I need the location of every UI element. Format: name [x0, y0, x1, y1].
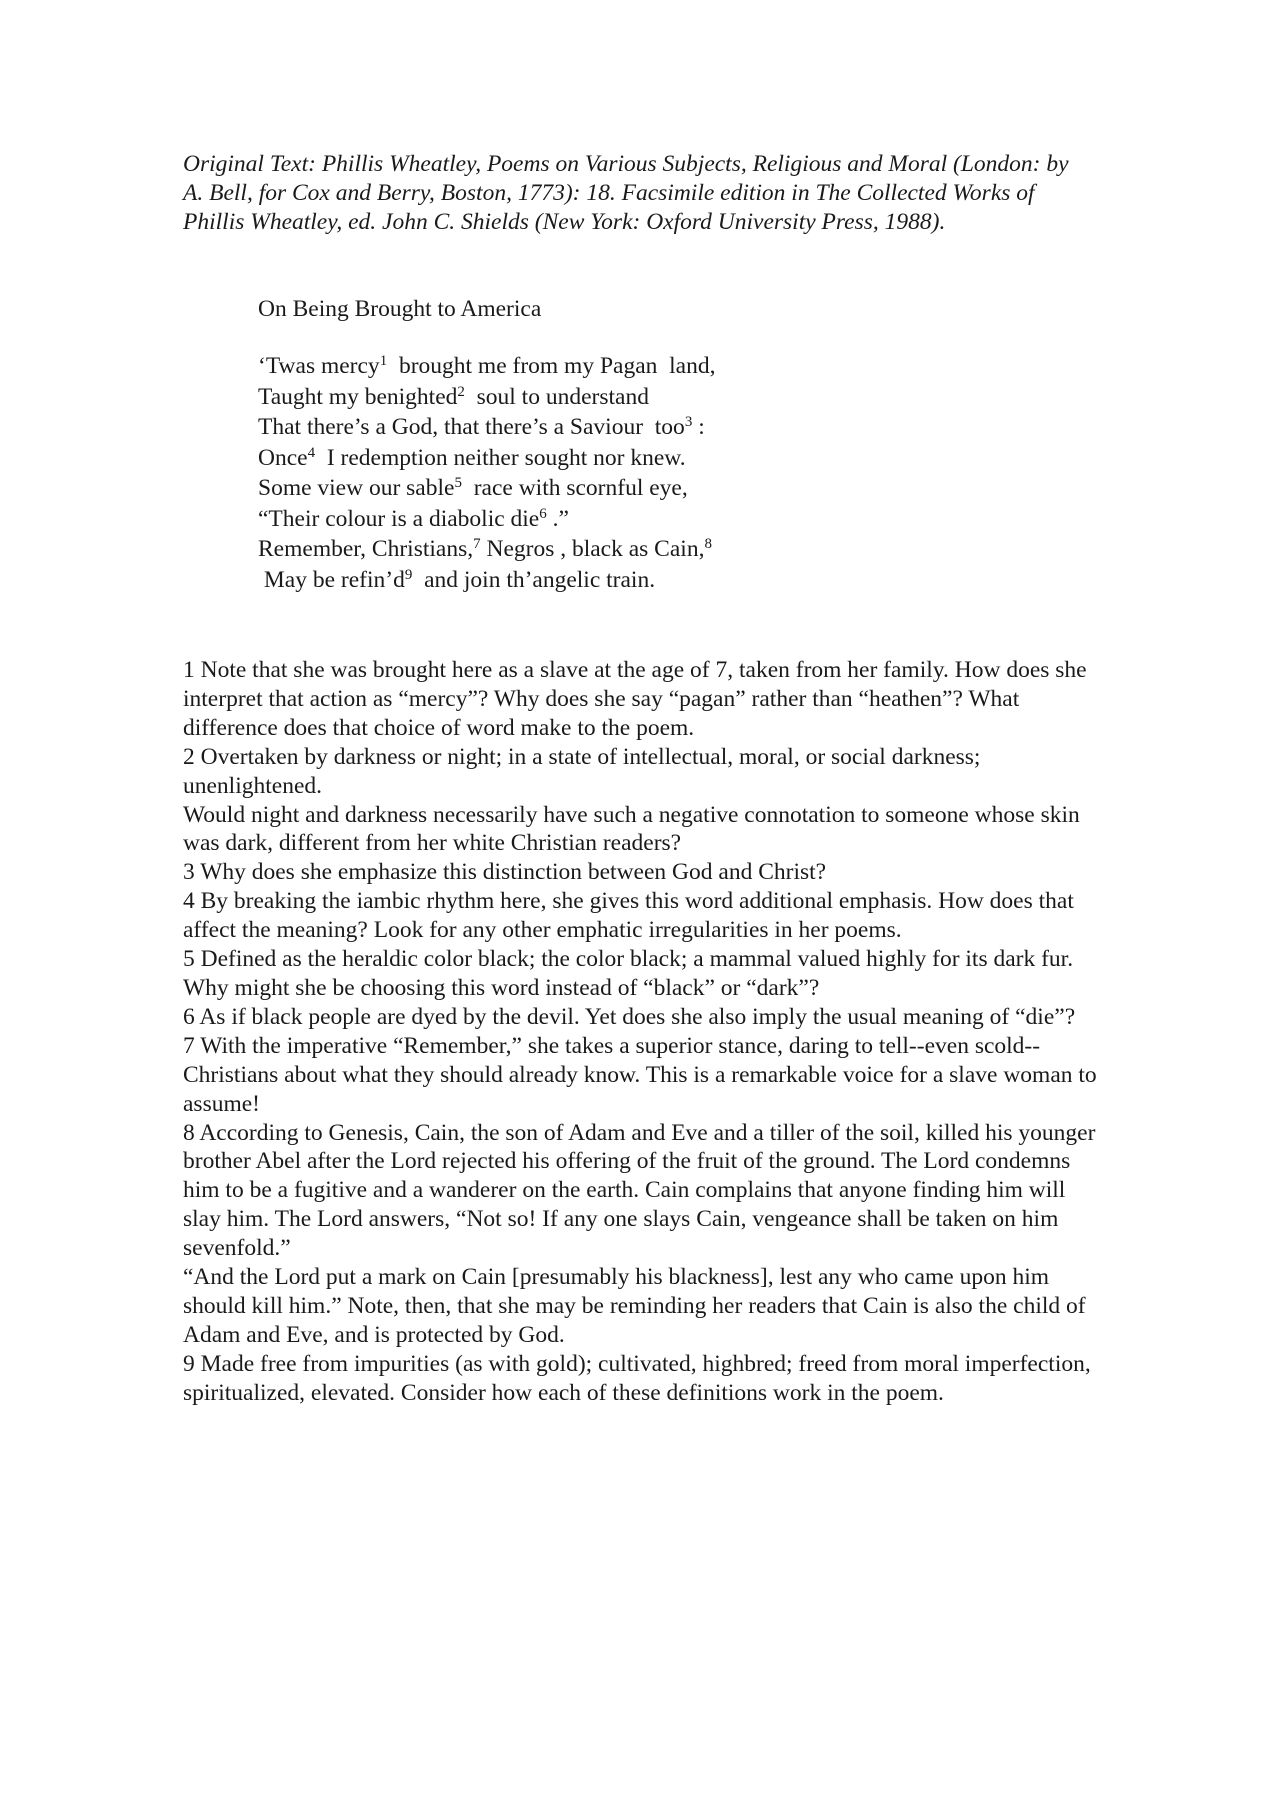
poem-line-text: Once — [258, 444, 308, 471]
poem-line-text: Negros , black as Cain, — [480, 536, 705, 562]
footnote-marker: 2 — [457, 383, 465, 400]
footnotes — [183, 656, 1103, 1408]
poem-line-text: I redemption neither sought nor knew. — [315, 444, 686, 471]
poem-line-text: .” — [546, 505, 569, 532]
poem-title: On Being Brought to America — [258, 296, 542, 322]
poem-line-text: brought me from my Pagan land, — [387, 353, 716, 379]
footnote-text: 9 Made free from impurities (as with gold); cultivated, highbred; freed from moral imperfection, spiritualized, elevated. Consider how each of these definitions work in the poem. — [183, 1350, 1091, 1406]
poem-body — [258, 351, 958, 595]
poem-line — [258, 534, 958, 565]
footnote-marker: 3 — [684, 413, 693, 430]
poem-line-text: May be refin’d — [258, 566, 405, 593]
poem-line — [258, 412, 958, 443]
footnote-marker: 9 — [404, 566, 413, 583]
footnote-marker: 1 — [379, 352, 388, 369]
footnote-text: “And the Lord put a mark on Cain [presumably his blackness], lest any who came upon him should kill him.” Note, then, that she may be reminding her readers that Cain is also the child of Adam and Eve, and is protected by God. — [183, 1264, 1086, 1348]
footnote-text: 6 As if black people are dyed by the devil. Yet does she also imply the usual meaning of “die”? — [183, 1003, 1076, 1030]
footnote-text: 2 Overtaken by darkness or night; in a state of intellectual, moral, or social darkness; unenlightened. — [183, 743, 981, 799]
footnote-text: 3 Why does she emphasize this distinction between God and Christ? — [183, 859, 827, 886]
footnote-text: 7 With the imperative “Remember,” she takes a superior stance, daring to tell--even scold-- Christians about what they should already know. This is a remarkable voice for a slave woman to assume! — [183, 1032, 1097, 1117]
poem-line — [258, 351, 958, 382]
footnote-marker: 6 — [539, 505, 547, 522]
footnote-text: 5 Defined as the heraldic color black; the color black; a mammal valued highly for its dark fur. Why might she be choosing this word instead of “black” or “dark”? — [183, 946, 1074, 1001]
footnote-marker: 7 — [473, 535, 481, 552]
poem-line-text: That there’s a God, that there’s a Saviour too — [258, 414, 685, 440]
poem-line — [258, 504, 958, 535]
footnote-text: Would night and darkness necessarily have such a negative connotation to someone whose skin was dark, different from her white Christian readers? — [183, 801, 1080, 857]
poem-line-text: Some view our sable — [258, 475, 455, 501]
poem-line — [258, 443, 958, 474]
poem-line-text: and join th’angelic train. — [412, 566, 656, 593]
poem-line-text: ‘Twas mercy — [258, 353, 380, 379]
footnote-text: 8 According to Genesis, Cain, the son of Adam and Eve and a tiller of the soil, killed his younger brother Abel after the Lord rejected his offering of the fruit of the ground. The Lord condemns him to be a fugitive and a wanderer on the earth. Cain complains that anyone finding him will slay him. The Lord answers, “Not so! If any one slays Cain, vengeance shall be taken on him sevenfold.” — [183, 1119, 1096, 1262]
poem-line — [258, 473, 958, 504]
poem-line — [258, 565, 958, 596]
source-citation: Original Text: Phillis Wheatley, Poems on Various Subjects, Religious and Moral (London: by A. Bell, for Cox and Berry, Boston, 1773): 18. Facsimile edition in The Collected Works of Phillis Wheatley, ed. John C. Shields (New York: Oxford University Press, 1988). — [183, 151, 1069, 235]
footnote-text: 1 Note that she was brought here as a slave at the age of 7, taken from her family. How does she interpret that action as “mercy”? Why does she say “pagan” rather than “heathen”? What difference does that choice of word make to the poem. — [183, 657, 1087, 741]
poem-line-text: “Their colour is a diabolic die — [258, 505, 540, 532]
footnote-marker: 8 — [704, 535, 712, 552]
poem-line — [258, 382, 958, 413]
poem-line-text: race with scornful eye, — [461, 475, 688, 501]
poem-line-text: Taught my benighted — [258, 383, 458, 410]
poem-line-text: soul to understand — [464, 383, 649, 410]
footnote-marker: 4 — [307, 444, 316, 461]
footnote-text: 4 By breaking the iambic rhythm here, she gives this word additional emphasis. How does that affect the meaning? Look for any other emphatic irregularities in her poems. — [183, 888, 1074, 944]
poem-line-text: Remember, Christians, — [258, 536, 474, 562]
footnote-marker: 5 — [454, 474, 462, 491]
poem-line-text: : — [692, 414, 705, 440]
